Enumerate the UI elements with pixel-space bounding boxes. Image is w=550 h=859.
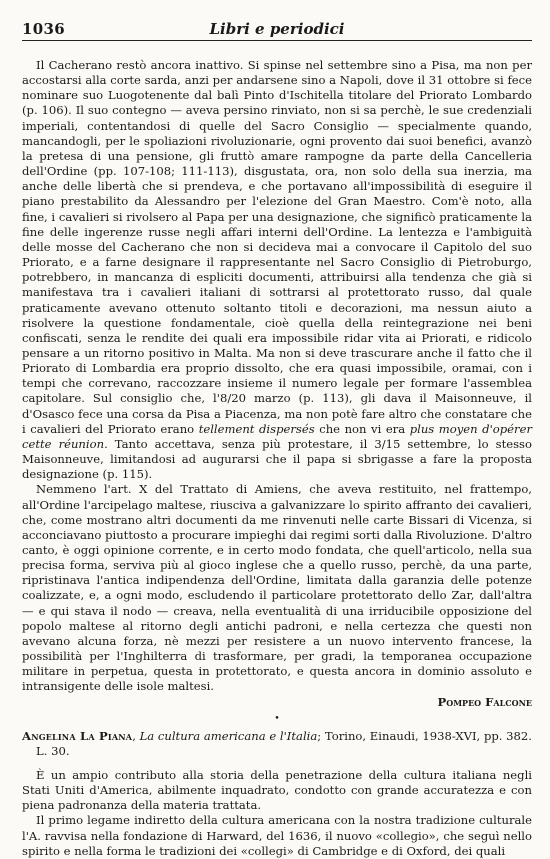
article-body [22,58,532,859]
review-title: La cultura americana e l'Italia [139,728,318,743]
section-separator: • [274,713,280,724]
author-signature: Pompeo Falcone [437,694,532,709]
french-quote: tellement dispersés [198,421,315,436]
french-quote: plus moyen d'opérer cette réunion [22,421,532,451]
paragraph: È un ampio contributo alla storia della penetrazione della cultura italiana negli Stati Uniti d'America, abilmente inquadrato, condotto con grande accuratezza e con piena padronanza della materia trattata. [22,767,532,813]
paragraph: Il Cacherano restò ancora inattivo. Si spinse nel settembre sino a Pisa, ma non per accostarsi alla corte sarda, anzi per andarsene sino a Napoli, dove il 31 ottobre si fece nominare suo Luogotenente dal balì Pinto d'Ischitella titolare del Priorato Lombardo (p. 106). Il suo contegno — aveva persino rinviato, non si sa perchè, le sue credenziali imperiali, contentandosi di quelle del Sacro Consiglio — specialmente quando, mancandogli, per le spoliazioni rivoluzionarie, ogni provento dai suoi benefici, avanzò la pretesa di una pensione, gli fruttò amare rampogne da parte della Cancelleria dell'Ordine (pp. 107-108; 111-113), disgustata, ora, non solo della sua inerzia, ma anche delle libertà che si prendeva, e che portavano all'impossibilità di eseguire il piano prestabilito da Alessandro per l'elezione del Gran Maestro. Com'è noto, alla fine, i cavalieri si rivolsero al Papa per una designazione, che significò praticamente la fine delle ingerenze russe negli affari interni dell'Ordine. La lentezza e l'ambiguità delle mosse del Cacherano che non si decideva mai a convocare il Capitolo del suo Priorato, e a farne designare il rappresentante nel Sacro Consiglio di Pietroburgo, potrebbero, in mancanza di espliciti documenti, attribuirsi alla tendenza che già si manifestava tra i cavalieri italiani di sottrarsi al protettorato russo, dal quale praticamente avevano ottenuto soltanto titoli e decorazioni, ma nessun aiuto a risolvere la questione fondamentale, cioè quella della reintegrazione nei beni confiscati, senza le rendite dei quali era impossibile ridar vita ai Priorati, e ridicolo pensare a un ritorno positivo in Malta. Ma non si deve trascurare anche il fatto che il Priorato di Lombardia era proprio dissolto, che era quasi impossibile, oramai, con i tempi che correvano, raccozzare insieme il numero legale per formare l'assemblea capitolare. Sul consiglio che, l'8/20 marzo (p. 113), gli dava il Maisonneuve, il d'Osasco fece una corsa da Pisa a Piacenza, ma non potè fare altro che constatare che i cavalieri del Priorato erano tellement dispersés che non vi era plus moyen d'opérer cette réunion. Tanto accettava, senza più protestare, il 3/15 settembre, lo stesso Maisonneuve, limitandosi ad augurarsi che il papa si sbrigasse a fare la proposta designazione (p. 115). [22,58,532,482]
page-number: 1036 [22,20,65,38]
paragraph: Il primo legame indiretto della cultura americana con la nostra tradizione culturale l'A. ravvisa nella fondazione di Harward, del 1636, il nuovo «collegio», che seguì nello spirito e nella forma le tradizioni dei «collegi» di Cambridge e di Oxford, dei quali [22,813,532,858]
review-details: ; Torino, Einaudi, 1938-XVI, pp. 382. L. 30. [36,728,532,758]
review-author: Angelina La Piana [22,728,133,743]
paragraph: Nemmeno l'art. X del Trattato di Amiens, che aveva restituito, nel frattempo, all'Ordine l'arcipelago maltese, riusciva a galvanizzare lo spirito affranto dei cavalieri, che, come mostrano altri documenti da me rinvenuti nelle carte Bissari di Vicenza, si acconciavano piuttosto a procurare impieghi dai regimi sorti dalla Rivoluzione. D'altro canto, è oggi opinione corrente, e in certo modo fondata, che quell'articolo, nella sua precisa forma, serviva più al gioco inglese che a quello russo, perchè, da una parte, ripristinava l'antica indipendenza dell'Ordine, limitata dalla garanzia delle potenze coalizzate, e, a ogni modo, escludendo il particolare protettorato dello Zar, dall'altra — e qui stava il nodo — creava, nella eventualità di una irriducibile opposizione del popolo maltese al ritorno degli antichi padroni, e nella certezza che questi non avevano alcuna forza, nè mezzi per resistere a un nuovo intervento francese, la possibilità per l'Inghilterra di trasformare, per gradi, la temporanea occupazione militare in perpetua, questa in protettorato, e questa ancora in dominio assoluto e intransigente delle isole maltesi. [22,482,532,694]
page-header [22,20,532,41]
running-head: Libri e periodici [209,20,345,38]
review-heading: Angelina La Piana, La cultura americana e l'Italia; Torino, Einaudi, 1938-XVI, pp. 382. L. 30. [22,728,532,758]
